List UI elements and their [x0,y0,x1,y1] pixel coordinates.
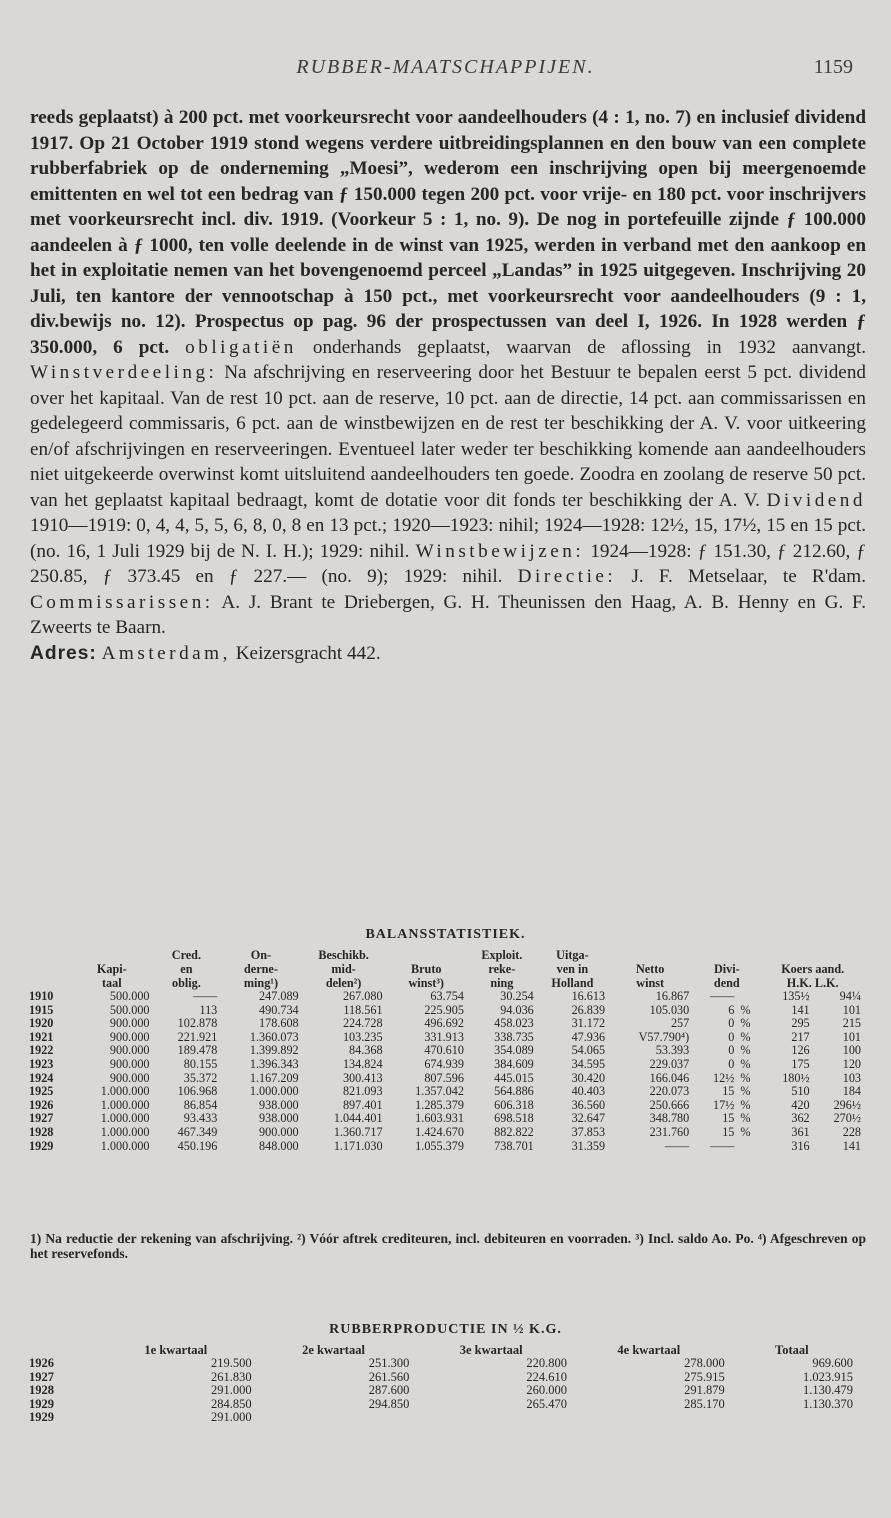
table-cell: 141 [842,1138,861,1153]
table-cell: 900.000 [109,1043,150,1058]
table-cell: 31.172 [571,1016,606,1031]
text-dividend: 1910—1919: 0, 4, 4, 5, 5, 6, 8, 0, 8 en 13 pct.; 1920—1923: nihil; 1924—1928: 12½, 15, 17½, 15 en 15 pct. (no. 16, 1 Juli 1929 bij de N. I. H.); 1929: nihil. [30,515,866,562]
table-cell: 738.701 [494,1138,534,1153]
table-cell: 36.560 [571,1097,606,1112]
table-cell: 291.879 [684,1383,725,1398]
table-cell: 26.839 [571,1002,606,1017]
table-row [26,1058,864,1072]
table-cell: 251.300 [368,1356,410,1370]
label-adres: Adres: [30,642,97,664]
table-cell: % [740,1002,751,1017]
table-cell: 31.359 [571,1138,606,1153]
table-cell: 1.360.073 [249,1029,299,1044]
table-cell: 0 [728,1043,735,1058]
table-row [26,1384,856,1398]
table-cell: 1.000.000 [100,1097,150,1112]
table-row [26,1072,864,1086]
row-year: 1910 [29,989,54,1003]
table-cell: 126 [791,1043,810,1058]
table-cell: 221.921 [177,1029,218,1044]
table-cell: 938.000 [259,1097,299,1112]
table-cell: % [740,1124,751,1139]
table-cell: 348.780 [649,1111,690,1126]
table-cell: % [740,1070,751,1085]
table-cell: 47.936 [571,1029,606,1044]
table-cell: 184 [842,1084,861,1099]
table-cell: 362 [791,1111,810,1126]
table-cell: 180½ [782,1070,810,1085]
table-cell: % [740,1016,751,1031]
table-cell: 291.000 [211,1383,252,1398]
table-cell: 224.728 [342,1016,383,1031]
balance-table-header [26,948,864,990]
table-cell: 338.735 [494,1029,534,1044]
text-commissarissen: A. J. Brant te Driebergen, G. H. Theunissen den Haag, A. B. Henny en G. F. Zweerts te Baarn. [30,591,866,638]
label-winstbewijzen: Winstbewijzen: [415,540,585,562]
table-cell: 496.692 [424,1016,464,1031]
table-cell: % [740,1056,751,1071]
row-year: 1923 [29,1056,54,1071]
table-cell: 420 [791,1097,810,1112]
table-cell: 229.037 [649,1056,690,1071]
table-cell: 141 [791,1002,810,1017]
column-header: 3e kwartaal [459,1343,523,1357]
table-cell: 821.093 [342,1084,383,1099]
table-cell: 1.171.030 [333,1138,383,1153]
table-cell: 80.155 [183,1056,218,1071]
address-city: Amsterdam, [101,642,231,664]
table-cell: 134.824 [342,1056,383,1071]
table-cell: 287.600 [368,1383,410,1398]
table-cell: 300.413 [342,1070,383,1085]
table-cell: 564.886 [494,1084,534,1099]
table-row [26,990,864,1004]
table-cell: 1.396.343 [249,1056,299,1071]
table-row [26,1085,864,1099]
table-cell: 120 [842,1056,861,1071]
production-table-body [26,1357,856,1425]
table-cell: 265.470 [526,1396,568,1411]
table-cell: 467.349 [177,1124,218,1139]
balance-footnotes [30,1232,866,1261]
table-cell: 220.073 [649,1084,690,1099]
text-obligatien: onderhands geplaatst, waarvan de aflossing in 1932 aanvangt. [312,336,867,358]
company-description [30,105,866,666]
table-cell: % [740,1097,751,1112]
table-cell: 470.610 [424,1043,464,1058]
table-cell: 34.595 [571,1056,606,1071]
table-cell: 93.433 [183,1111,218,1126]
table-cell: 445.015 [494,1070,534,1085]
table-cell: 261.560 [368,1369,410,1384]
table-cell: 63.754 [430,989,464,1003]
table-cell: 296½ [833,1097,861,1112]
table-cell: 267.080 [342,989,383,1003]
column-header: Beschikb. mid- delen²) [318,948,369,990]
table-cell: 166.046 [649,1070,690,1085]
table-cell: 118.561 [343,1002,383,1017]
table-cell: 189.478 [177,1043,218,1058]
table-cell: 606.318 [494,1097,534,1112]
table-cell: 900.000 [109,1029,150,1044]
table-row [26,1004,864,1018]
table-cell: 6 [728,1002,735,1017]
table-cell: 54.065 [571,1043,606,1058]
table-cell: 0 [728,1029,735,1044]
table-cell: 220.800 [526,1356,568,1370]
column-header: Bruto winst³) [408,962,444,990]
column-header [26,1343,97,1357]
table-cell: 1.399.892 [249,1043,299,1058]
header-year [26,948,71,990]
table-cell: 510 [791,1084,810,1099]
balance-statistics-table [26,948,864,1153]
header-row [26,1343,856,1357]
column-header: 4e kwartaal [617,1343,681,1357]
table-cell: 102.878 [177,1016,218,1031]
table-cell: % [740,1111,751,1126]
table-cell: —— [664,1138,690,1153]
production-table [26,1343,856,1425]
row-year: 1926 [29,1097,54,1112]
table-cell [737,1140,761,1154]
table-cell: 15 [722,1084,735,1099]
table-cell: 450.196 [177,1138,218,1153]
table-cell: 35.372 [183,1070,218,1085]
table-cell: 260.000 [526,1383,568,1398]
column-header: Cred. en oblig. [171,948,201,990]
table-cell: 900.000 [259,1124,299,1139]
row-year: 1922 [29,1043,54,1058]
table-cell: 16.613 [571,989,606,1003]
row-year: 1927 [29,1111,54,1126]
column-header: Exploit. reke- ning [481,948,523,990]
column-header-koers: Koers aand. H.K. L.K. [781,962,845,990]
table-cell: 1.357.042 [415,1084,464,1099]
row-year: 1929 [29,1410,54,1425]
label-winstverdeeling: Winstverdeeling: [30,362,218,383]
label-dividend: Dividend [766,489,866,511]
table-cell: 94.036 [500,1002,534,1017]
table-row [26,1126,864,1140]
column-header: Totaal [775,1343,809,1357]
table-cell: 1.000.000 [100,1111,150,1126]
table-row [26,1411,856,1425]
column-header: 1e kwartaal [144,1343,208,1357]
table-cell: % [740,1084,751,1099]
table-cell: 0 [728,1056,735,1071]
table-cell: 361 [791,1124,810,1139]
table-cell: 219.500 [211,1356,252,1370]
table-cell: 15 [722,1124,735,1139]
table-cell: 94¼ [839,989,861,1003]
table-cell: 1.130.479 [803,1383,853,1398]
table-row [26,1357,856,1371]
column-header: On- derne- ming¹) [243,948,279,990]
table-cell: 1.000.000 [100,1138,150,1153]
table-cell: 250.666 [649,1097,690,1112]
table-cell: —— [710,1138,735,1153]
table-cell: 490.734 [259,1002,299,1017]
text-directie: J. F. Metselaar, te R'dam. [631,566,866,587]
table-cell: % [740,1029,751,1044]
footnote-text: 1) Na reductie der rekening van afschrijving. ²) Vóór aftrek crediteuren, incl. debiteuren en voorraden. ³) Incl. saldo Ao. Po. ⁴) Afgeschreven op het reservefonds. [30,1231,866,1261]
table-cell: 807.596 [424,1070,464,1085]
table-cell: 500.000 [109,1002,150,1017]
table-cell [570,1411,728,1425]
row-year: 1929 [29,1396,54,1411]
table-cell: 275.915 [684,1369,725,1384]
table-row [26,1371,856,1385]
table-cell [255,1411,413,1425]
table-cell: 1.130.370 [803,1396,853,1411]
table-cell: 500.000 [109,989,150,1003]
table-cell: 30.254 [500,989,534,1003]
table-cell: 285.170 [684,1396,725,1411]
table-cell: 900.000 [109,1016,150,1031]
label-commissarissen: Commissarissen: [30,591,214,613]
table-cell: 100 [842,1043,861,1058]
address-line [30,641,866,667]
table-cell: 0 [728,1016,735,1031]
table-cell: 900.000 [109,1070,150,1085]
table-cell: 225.905 [424,1002,464,1017]
row-year: 1921 [29,1029,54,1044]
table-cell: 135½ [782,989,810,1003]
table-row [26,1044,864,1058]
table-cell: 674.939 [424,1056,464,1071]
column-header: Divi- dend [713,962,740,990]
table-cell: 1.023.915 [803,1369,853,1384]
table-row [26,1112,864,1126]
table-cell: 32.647 [571,1111,606,1126]
table-cell: % [740,1043,751,1058]
table-cell: V57.790⁴) [638,1029,690,1044]
column-header: Kapi- taal [96,962,127,990]
table-cell [728,1411,856,1425]
table-cell: 86.854 [183,1097,218,1112]
table-cell: 1.167.209 [249,1070,299,1085]
row-year: 1926 [29,1356,54,1370]
table-cell: 106.968 [177,1084,218,1099]
table-cell: 316 [791,1138,810,1153]
table-cell: 247.089 [259,989,299,1003]
table-cell: 1.360.717 [333,1124,383,1139]
table-row [26,1140,864,1154]
table-cell: 178.608 [259,1016,299,1031]
table-cell: 84.368 [349,1043,383,1058]
label-directie: Directie: [517,566,617,587]
table-cell: 1.044.401 [333,1111,383,1126]
table-cell: 698.518 [494,1111,534,1126]
balance-statistics-title: BALANSSTATISTIEK. [365,927,526,942]
table-cell: 217 [791,1029,810,1044]
column-header: Uitga- ven in Holland [551,948,594,990]
row-year: 1915 [29,1002,54,1017]
table-cell [737,990,761,1004]
table-cell: 278.000 [684,1356,725,1370]
table-cell: 294.850 [368,1396,410,1411]
text-winstverdeeling: Na afschrijving en reserveering door het Bestuur te bepalen eerst 5 pct. dividend over het kapitaal. Van de rest 10 pct. aan de reserve, 10 pct. aan de directie, 14 pct. aan commissarissen en gedelegeerd commissaris, 6 pct. aan de winstbewijzen en de rest ter beschikking der A. V. voor uitkeering en/of afschrijvingen en reserveeringen. Eventueel later weder ter beschikking komende aan aandeelhouders niet uitgekeerde overwinst komt uitsluitend aandeelhouders ten goede. Zoodra en zoolang de reserve 50 pct. van het geplaatst kapitaal bedraagt, komt de dotatie voor dit fonds ter beschikking der A. V. [30,362,867,511]
table-cell: 101 [842,1002,861,1017]
table-cell: 1.424.670 [415,1124,464,1139]
table-cell: 295 [791,1016,810,1031]
table-cell: 384.609 [494,1056,534,1071]
table-cell: 40.403 [571,1084,606,1099]
table-cell: 103 [842,1070,861,1085]
page-header [0,56,891,86]
table-row [26,1017,864,1031]
table-cell: 284.850 [211,1396,252,1411]
table-cell: —— [192,989,218,1003]
table-cell: —— [710,989,735,1003]
table-cell: 458.023 [494,1016,534,1031]
table-row [26,1031,864,1045]
table-row [26,1398,856,1412]
balance-table-body [26,990,864,1153]
table-cell: 1.603.931 [415,1111,464,1126]
header-row-top [26,948,864,990]
row-year: 1929 [29,1138,54,1153]
description-paragraph [30,105,866,641]
table-cell: 257 [670,1016,690,1031]
column-header: Netto winst [635,962,665,990]
table-cell: 224.610 [526,1369,568,1384]
table-row [26,1099,864,1113]
text-issue-history: reeds geplaatst) à 200 pct. met voorkeursrecht voor aandeelhouders (4 : 1, no. 7) en inclusief dividend 1917. Op 21 October 1919 stond wegens verdere uitbreidingsplannen en den bouw van een complete rubberfabriek op de onderneming „Moesi”, wederom een inschrijving open bij meergenoemde emittenten en wel tot een bedrag van ƒ 150.000 tegen 200 pct. voor vrije- en 180 pct. voor inschrijvers met voorkeursrecht incl. div. 1919. (Voorkeur 5 : 1, no. 9). De nog in portefeuille zijnde ƒ 100.000 aandeelen à ƒ 1000, ten volle deelende in de winst van 1925, werden in verband met den aankoop en het in exploitatie nemen van het bovengenoemd perceel „Landas” in 1925 uitgegeven. Inschrijving 20 Juli, ten kantore der vennootschap à 150 pct., met voorkeursrecht voor aandeelhouders (9 : 1, div.bewijs no. 12). Prospectus op pag. 96 der prospectussen van deel I, 1926. In 1928 werden ƒ 350.000, 6 pct. [30,107,866,358]
table-cell: 12½ [713,1070,735,1085]
table-cell: 261.830 [211,1369,252,1384]
table-cell: 270½ [833,1111,861,1126]
row-year: 1928 [29,1383,54,1398]
table-cell: 1.000.000 [249,1084,299,1099]
table-cell: 15 [722,1111,735,1126]
page-number: 1159 [813,56,853,78]
row-year: 1925 [29,1084,54,1099]
table-cell: 354.089 [494,1043,534,1058]
table-cell: 16.867 [655,989,690,1003]
text-winstbewijzen: 1924—1928: ƒ 151.30, ƒ 212.60, ƒ 250.85, ƒ 373.45 en ƒ 227.— (no. 9); 1929: nihil. [30,540,867,587]
table-cell: 101 [842,1029,861,1044]
table-cell: 1.000.000 [100,1124,150,1139]
table-cell: 103.235 [342,1029,383,1044]
table-cell: 1.000.000 [100,1084,150,1099]
table-cell: 37.853 [571,1124,606,1139]
table-cell: 1.285.379 [415,1097,464,1112]
table-cell: 175 [791,1056,810,1071]
row-year: 1927 [29,1369,54,1384]
table-cell: 882.822 [494,1124,534,1139]
table-cell: 969.600 [812,1356,853,1370]
table-cell: 30.420 [571,1070,606,1085]
table-cell: 17½ [713,1097,735,1112]
table-cell: 231.760 [649,1124,690,1139]
table-cell: 113 [199,1002,218,1017]
running-title: RUBBER-MAATSCHAPPIJEN. [296,56,595,78]
row-year: 1920 [29,1016,54,1031]
table-cell: 53.393 [655,1043,690,1058]
address-street: Keizersgracht 442. [235,642,381,664]
row-year: 1928 [29,1124,54,1139]
production-title: RUBBERPRODUCTIE IN ½ K.G. [329,1322,562,1337]
table-cell: 848.000 [259,1138,299,1153]
table-cell: 900.000 [109,1056,150,1071]
production-table-header [26,1343,856,1357]
table-cell: 331.913 [424,1029,464,1044]
table-cell: 938.000 [259,1111,299,1126]
table-cell: 291.000 [211,1410,252,1425]
table-cell: 1.055.379 [415,1138,464,1153]
table-cell [412,1411,570,1425]
table-cell: 228 [842,1124,861,1139]
column-header: 2e kwartaal [302,1343,365,1357]
label-obligatien: obligatiën [185,336,297,358]
table-cell: 105.030 [649,1002,690,1017]
table-cell: 897.401 [342,1097,383,1112]
row-year: 1924 [29,1070,54,1085]
table-cell: 215 [842,1016,861,1031]
